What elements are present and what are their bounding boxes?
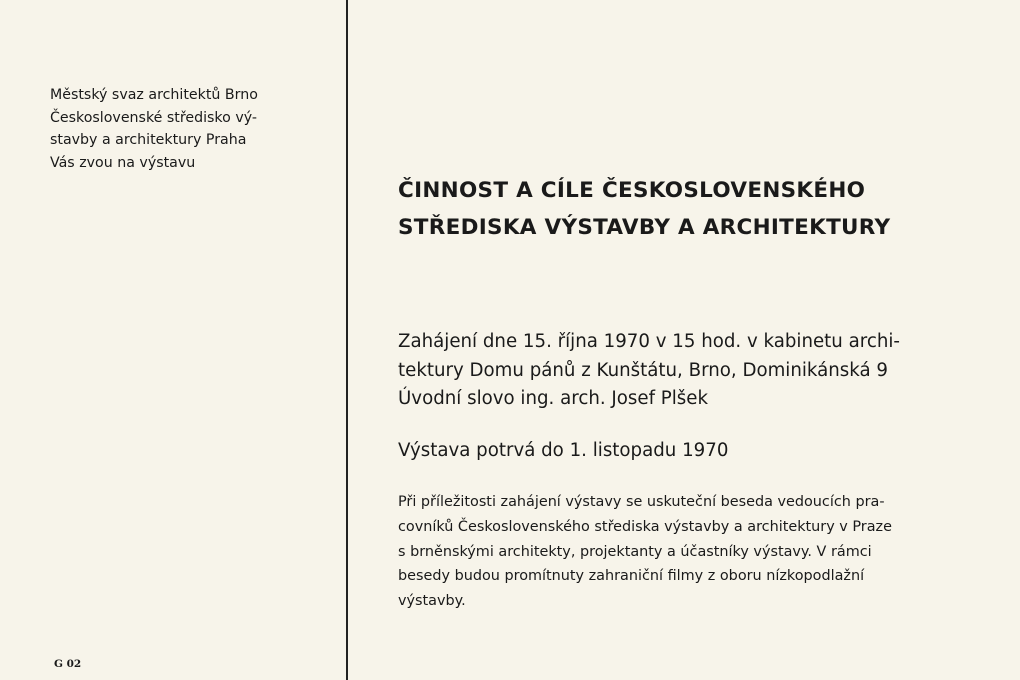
paragraph-line: besedy budou promítnuty zahraniční filmy z oboru nízkopodlažní: [398, 568, 865, 585]
paragraph-line: s brněnskými architekty, projektanty a účastníky výstavy. V rámci: [398, 543, 872, 560]
opening-line: Zahájení dne 15. října 1970 v 15 hod. v kabinetu archi-: [398, 331, 900, 352]
opening-info: [398, 328, 900, 414]
paragraph-line: výstavby.: [398, 593, 466, 610]
vertical-divider: [346, 0, 348, 680]
title-line: ČINNOST A CÍLE ČESKOSLOVENSKÉHO: [398, 178, 866, 203]
document-code: G 02: [54, 658, 82, 670]
exhibition-duration: Výstava potrvá do 1. listopadu 1970: [398, 440, 729, 461]
opening-line: tektury Domu pánů z Kunštátu, Brno, Dominikánská 9: [398, 359, 888, 381]
opening-line: Úvodní slovo ing. arch. Josef Plšek: [398, 388, 708, 409]
sender-line: Československé středisko vý-: [50, 109, 257, 126]
sender-line: Vás zvou na výstavu: [50, 154, 196, 171]
sender-line: Městský svaz architektů Brno: [50, 87, 258, 103]
title-line: STŘEDISKA VÝSTAVBY A ARCHITEKTURY: [398, 215, 891, 240]
exhibition-title: [398, 172, 890, 246]
paragraph-line: Při příležitosti zahájení výstavy se uskuteční beseda vedoucích pra-: [398, 494, 885, 510]
sender-block: [50, 84, 258, 174]
sender-line: stavby a architektury Praha: [50, 132, 247, 148]
paragraph-line: covníků Československého střediska výstavby a architektury v Praze: [398, 518, 892, 535]
discussion-paragraph: [398, 490, 892, 614]
